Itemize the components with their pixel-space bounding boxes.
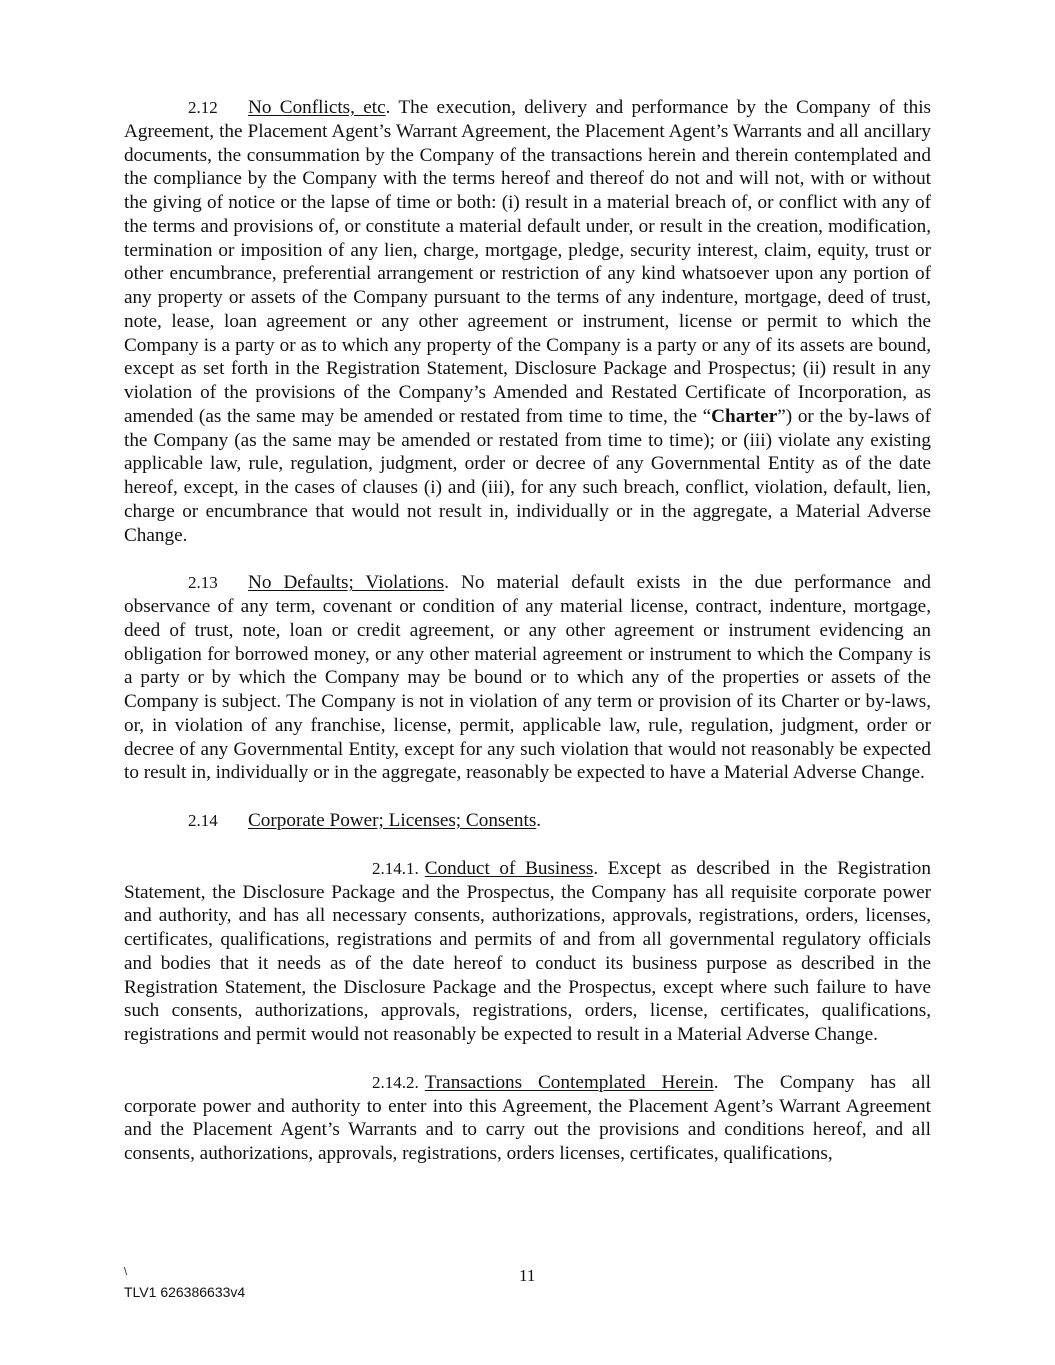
section-heading: No Defaults; Violations (248, 572, 445, 594)
section-2-14 (124, 809, 931, 833)
page-number: 11 (519, 1266, 536, 1285)
defined-term-charter: Charter (711, 405, 778, 427)
subsection-heading: Transactions Contemplated Herein (424, 1071, 714, 1093)
subsection-2-14-1 (124, 857, 931, 1047)
subsection-text: . Except as described in the Registration Statement, the Disclosure Package and the Prospectus, the Company has all requisite corporate power and authority, and has all necessary consents, authorizations, approvals, registrations, orders, licenses, certificates, qualifications, registrations and permits of and from all governmental regulatory officials and bodies that it needs as of the date hereof to conduct its business purpose as described in the Registration Statement, the Disclosure Package and the Prospectus, except where such failure to have such consents, authorizations, approvals, registrations, orders, license, certificates, qualifications, registrations and permit would not reasonably be expected to result in a Material Adverse Change. (124, 857, 931, 1045)
section-heading: No Conflicts, etc (248, 97, 386, 118)
section-text: . (536, 810, 542, 831)
subsection-text: . The Company has all corporate power and authority to enter into this Agreement, the Placement Agent’s Warrant Agreement and the Placement Agent’s Warrants and to carry out the provisions and conditions hereof, and all consents, authorizations, approvals, registrations, orders licenses, certificates, qualifications, (124, 1071, 931, 1164)
subsection-number: 2.14.1. (372, 858, 419, 878)
section-text: . No material default exists in the due performance and observance of any term, covenant or condition of any material license, contract, indenture, mortgage, deed of trust, note, loan or credit agreement, or any other agreement or instrument evidencing an obligation for borrowed money, or any other material agreement or instrument to which the Company is a party or by which the Company may be bound or to which any of the properties or assets of the Company is subject. The Company is not in violation of any term or provision of its Charter or by-laws, or, in violation of any franchise, license, permit, applicable law, rule, regulation, judgment, order or decree of any Governmental Entity, except for any such violation that would not reasonably be expected to result in, individually or in the aggregate, reasonably be expected to have a Material Adverse Change. (124, 572, 932, 784)
section-heading: Corporate Power; Licenses; Consents (248, 810, 537, 831)
section-text-continued: ”) or the by-laws of the Company (as the same may be amended or restated from time to time); or (iii) violate any existing applicable law, rule, regulation, judgment, order or decree of any Governmental Entity as of the date hereof, except, in the cases of clauses (i) and (iii), for any such breach, conflict, violation, default, lien, charge or encumbrance that would not result in, individually or in the aggregate, a Material Adverse Change. (124, 405, 931, 546)
footer-mark: \ (124, 1266, 128, 1278)
section-2-12 (124, 96, 931, 547)
section-2-13 (124, 571, 931, 785)
document-id: TLV1 626386633v4 (124, 1284, 246, 1300)
subsection-number: 2.14.2. (372, 1072, 419, 1092)
section-text: . The execution, delivery and performance by the Company of this Agreement, the Placement Agent’s Warrant Agreement, the Placement Agent’s Warrants and all ancillary documents, the consummation by the Company of the transactions herein and therein contemplated and the compliance by the Company with the terms hereof and thereof do not and will not, with or without the giving of notice or the lapse of time or both: (i) result in a material breach of, or conflict with any of the terms and provisions of, or constitute a material default under, or result in the creation, modification, termination or imposition of any lien, charge, mortgage, pledge, security interest, claim, equity, trust or other encumbrance, preferential arrangement or restriction of any kind whatsoever upon any portion of any property or assets of the Company pursuant to the terms of any indenture, mortgage, deed of trust, note, lease, loan agreement or any other agreement or instrument, license or permit to which the Company is a party or as to which any property of the Company is a party or any of its assets are bound, except as set forth in the Registration Statement, Disclosure Package and Prospectus; (ii) result in any violation of the provisions of the Company’s Amended and Restated Certificate of Incorporation, as amended (as the same may be amended or restated from time to time, the “ (124, 97, 932, 427)
subsection-2-14-2 (124, 1071, 931, 1166)
document-page (124, 96, 931, 1166)
section-number: 2.14 (188, 811, 218, 830)
subsection-heading: Conduct of Business (424, 857, 594, 879)
section-number: 2.12 (188, 98, 218, 117)
section-number: 2.13 (188, 573, 218, 593)
